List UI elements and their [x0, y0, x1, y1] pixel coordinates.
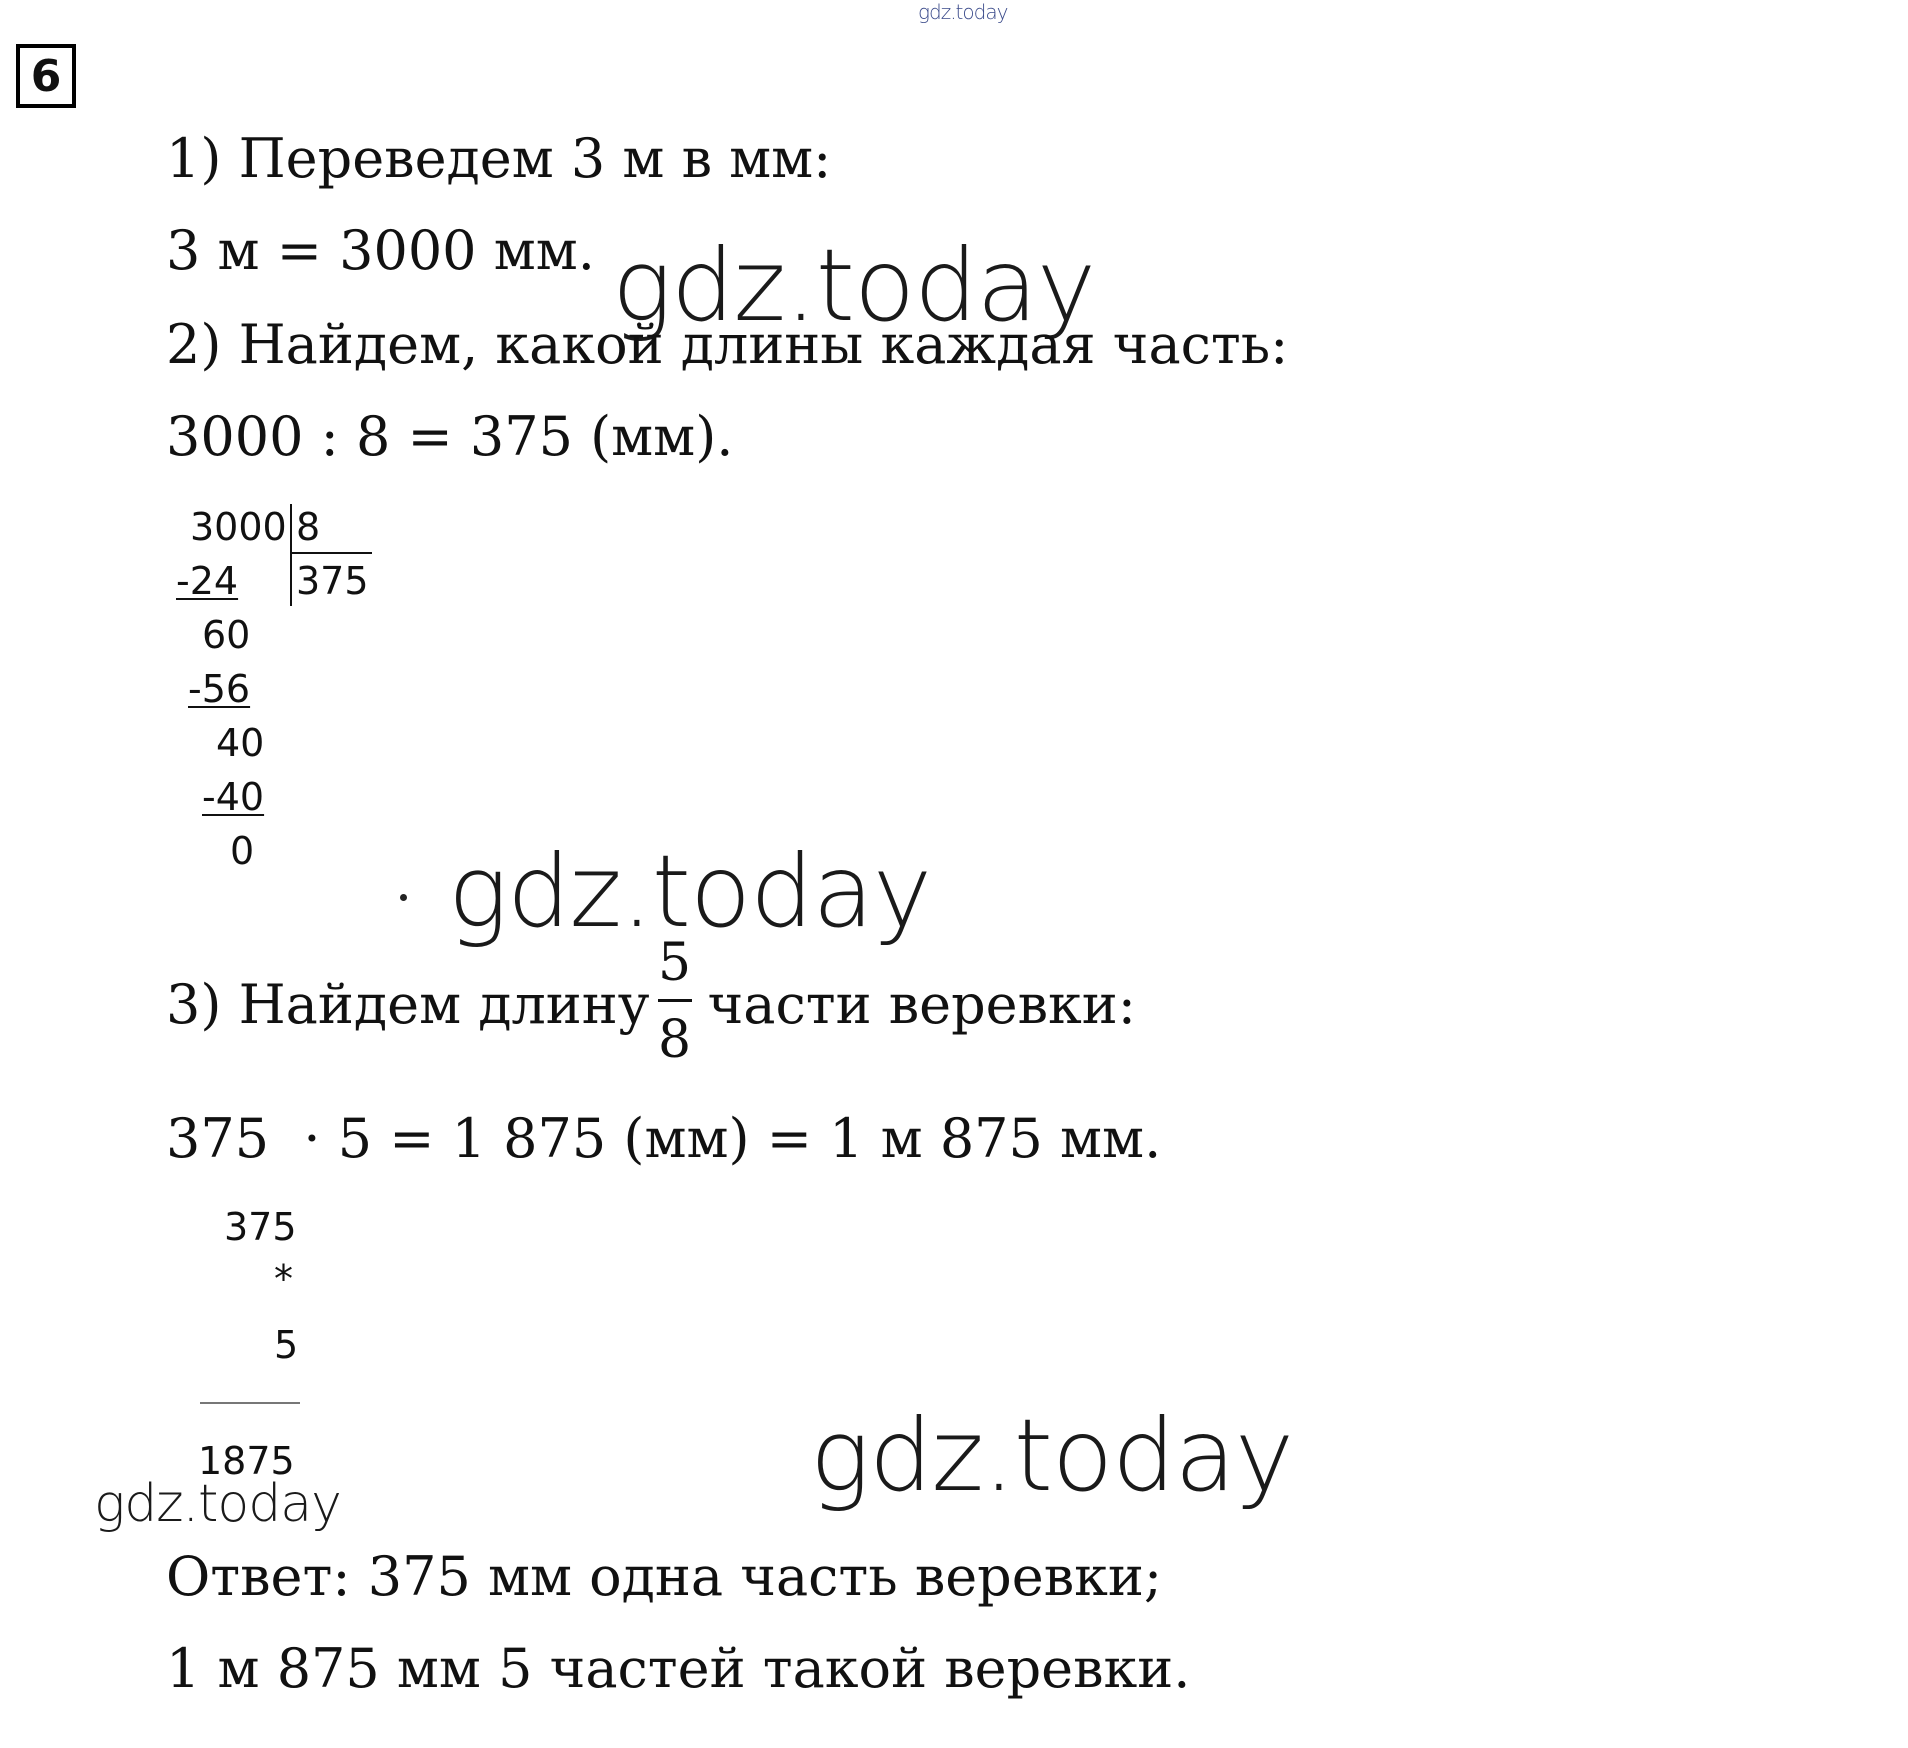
- division-quotient: 375: [296, 559, 369, 603]
- multiplication-result: 1875: [198, 1439, 295, 1483]
- watermark-top: gdz.today: [918, 0, 1008, 24]
- step3-title-pre: 3) Найдем длину: [166, 973, 650, 1036]
- step3-value: 375 · 5 = 1 875 (мм) = 1 м 875 мм.: [166, 1107, 1162, 1170]
- step3-title-post: части веревки:: [707, 973, 1136, 1036]
- division-horizontal-bar: [290, 552, 372, 554]
- fraction-numerator: 5: [658, 932, 692, 993]
- task-number-box: [16, 44, 76, 108]
- division-row: 60: [202, 613, 251, 657]
- long-division: [170, 500, 390, 880]
- multiplication-sign: *: [274, 1257, 293, 1301]
- step2-value: 3000 : 8 = 375 (мм).: [166, 405, 734, 468]
- step3-fraction: [658, 932, 692, 1070]
- step1-value: 3 м = 3000 мм.: [166, 219, 595, 282]
- multiplication: [190, 1200, 330, 1500]
- division-dividend: 3000: [190, 505, 287, 549]
- division-vertical-bar: [290, 504, 292, 606]
- watermark-2: gdz.today: [448, 833, 932, 950]
- division-row: -56: [188, 667, 251, 711]
- watermark-3: gdz.today: [94, 1474, 341, 1534]
- division-row: -40: [202, 775, 265, 819]
- multiplication-top: 375: [224, 1205, 297, 1249]
- multiplication-line: [200, 1402, 300, 1404]
- step2-title: 2) Найдем, какой длины каждая часть:: [166, 313, 1289, 376]
- answer-line2: 1 м 875 мм 5 частей такой веревки.: [166, 1637, 1191, 1700]
- step1-title: 1) Переведем 3 м в мм:: [166, 127, 832, 190]
- fraction-denominator: 8: [658, 1009, 692, 1070]
- step3-title: [166, 932, 1136, 1070]
- answer-line1: Ответ: 375 мм одна часть веревки;: [166, 1545, 1163, 1608]
- watermark-dot: [400, 894, 407, 901]
- watermark-4: gdz.today: [810, 1397, 1294, 1514]
- division-row: -24: [176, 559, 239, 603]
- multiplication-multiplier: 5: [274, 1323, 299, 1367]
- division-row: 40: [216, 721, 265, 765]
- division-divisor: 8: [296, 505, 321, 549]
- task-number: 6: [30, 50, 62, 102]
- division-row: 0: [230, 829, 255, 873]
- watermark-1: gdz.today: [612, 227, 1096, 344]
- fraction-bar: [658, 999, 692, 1002]
